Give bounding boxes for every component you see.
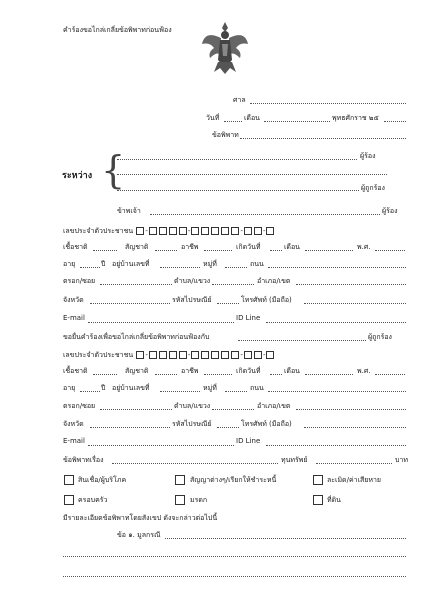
petitioner-name-field-2[interactable] [117,174,387,175]
petitioner-id-row[interactable]: เลขประจำตัวประชาชน - - - - [63,226,275,237]
respondent-month-label: เดือน [284,367,300,375]
respondent-role-label: ผู้ถูกร้อง [368,333,392,341]
court-field[interactable] [250,103,406,104]
petitioner-alley-label: ตรอก/ซอย [63,277,96,285]
petitioner-birthdate-label: เกิดวันที่ [236,243,261,251]
respondent-nationality-field[interactable] [155,374,177,375]
petitioner-fullname-field[interactable] [150,214,380,215]
respondent-subdistrict-label: ตำบล/แขวง [174,402,211,410]
petitioner-years-label: ปี [101,260,106,268]
petitioner-occupation-label: อาชีพ [181,243,199,251]
type-label-consumer: สินเชื่อ/ผู้บริโภค [78,476,127,484]
petitioner-district-label: อำเภอ/เขต [257,277,291,285]
dispute-subject-field[interactable] [112,463,278,464]
petitioner-nationality-label: สัญชาติ [125,243,149,251]
respondent-district-label: อำเภอ/เขต [257,402,291,410]
respondent-phone-label: โทรศัพท์ (มือถือ) [241,420,292,428]
petitioner-moo-label: หมู่ที่ [203,260,217,268]
petitioner-district-field[interactable] [296,284,406,285]
garuda-emblem-icon [200,18,250,76]
case-field[interactable] [240,138,406,139]
type-label-tort: ละเมิด/ค่าเสียหาย [327,476,381,484]
form-title: คำร้องขอไกล่เกลี่ยข้อพิพาทก่อนฟ้อง [63,26,172,34]
petitioner-year-label: พ.ศ. [357,243,371,251]
respondent-road-field[interactable] [268,391,406,392]
petitioner-email-label: E-mail [63,314,85,322]
petitioner-subdistrict-field[interactable] [212,284,254,285]
petitioner-house-label: อยู่บ้านเลขที่ [112,260,150,268]
petitioner-postcode-label: รหัสไปรษณีย์ [172,296,212,304]
respondent-email-label: E-mail [63,437,85,445]
type-checkbox-family[interactable] [64,495,74,505]
respondent-house-field[interactable] [160,391,200,392]
petitioner-race-field[interactable] [93,250,117,251]
petitioner-race-label: เชื้อชาติ [63,243,88,251]
case-label: ข้อพิพาท [212,131,239,139]
date-day-field[interactable] [224,121,242,122]
court-label: ศาล [233,96,246,104]
petitioner-month-field[interactable] [305,250,353,251]
respondent-phone-field[interactable] [304,427,406,428]
between-label: ระหว่าง [62,171,93,181]
petitioner-nationality-field[interactable] [155,250,177,251]
respondent-age-field[interactable] [80,391,100,392]
petitioner-postcode-field[interactable] [217,303,239,304]
respondent-province-label: จังหวัด [63,420,84,428]
respondent-fullname-field[interactable] [238,340,366,341]
petitioner-intro-label: ข้าพเจ้า [117,207,141,215]
petitioner-subdistrict-label: ตำบล/แขวง [174,277,211,285]
respondent-province-field[interactable] [90,427,170,428]
respondent-birthdate-label: เกิดวันที่ [236,367,261,375]
respondent-road-label: ถนน [250,384,264,392]
respondent-house-label: อยู่บ้านเลขที่ [112,384,150,392]
respondent-line-label: ID Line [236,437,261,445]
respondent-moo-label: หมู่ที่ [203,384,217,392]
petitioner-occupation-field[interactable] [204,250,232,251]
petitioner-line-field[interactable] [266,322,406,323]
respondent-line-field[interactable] [266,445,406,446]
respondent-district-field[interactable] [296,409,406,410]
dispute-amount-field[interactable] [316,463,392,464]
petitioner-road-label: ถนน [250,260,264,268]
dispute-amount-label: ทุนทรัพย์ [281,456,308,464]
type-label-contract: สัญญาต่างๆ/เรียกให้ชำระหนี้ [190,476,277,484]
respondent-moo-field[interactable] [225,391,247,392]
respondent-race-field[interactable] [93,374,117,375]
type-checkbox-consumer[interactable] [64,475,74,485]
petitioner-email-field[interactable] [88,322,234,323]
respondent-year-field[interactable] [375,374,405,375]
date-label: วันที่ [206,114,220,122]
respondent-age-label: อายุ [63,384,76,392]
respondent-years-label: ปี [101,384,106,392]
respondent-name-field[interactable] [117,190,359,191]
respondent-alley-label: ตรอก/ซอย [63,402,96,410]
respondent-subdistrict-field[interactable] [212,409,254,410]
respondent-intro-label: ขอยื่นคำร้องเพื่อขอไกล่เกลี่ยข้อพิพาทก่อนฟ้องกับ [63,333,210,341]
respondent-occupation-field[interactable] [204,374,232,375]
item1-field[interactable] [165,538,406,539]
petitioner-province-field[interactable] [90,303,170,304]
date-month-label: เดือน [244,114,260,122]
respondent-occupation-label: อาชีพ [181,367,199,375]
details-label: มีรายละเอียดข้อพิพาทโดยสังเขป ดังจะกล่าวต่อไปนี้ [63,514,218,522]
petitioner-age-label: อายุ [63,260,76,268]
details-line-1[interactable] [63,556,406,557]
petitioner-road-field[interactable] [268,267,406,268]
petitioner-house-field[interactable] [160,267,200,268]
type-checkbox-tort[interactable] [313,475,323,485]
petitioner-phone-label: โทรศัพท์ (มือถือ) [241,296,292,304]
respondent-alley-field[interactable] [100,409,172,410]
petitioner-alley-field[interactable] [100,284,172,285]
respondent-label: ผู้ถูกร้อง [361,184,385,192]
type-checkbox-inheritance[interactable] [175,495,185,505]
details-line-2[interactable] [63,576,406,577]
dispute-baht-label: บาท [395,456,408,464]
petitioner-age-field[interactable] [80,267,100,268]
petitioner-role-label: ผู้ร้อง [382,207,398,215]
date-year-label: พุทธศักราช ๒๕ [332,114,379,122]
petitioner-moo-field[interactable] [225,267,247,268]
petitioner-phone-field[interactable] [304,303,406,304]
respondent-month-field[interactable] [305,374,353,375]
respondent-nationality-label: สัญชาติ [125,367,149,375]
date-month-field[interactable] [264,121,330,122]
petitioner-line-label: ID Line [236,314,261,322]
type-label-family: ครอบครัว [78,496,108,504]
type-checkbox-land[interactable] [313,495,323,505]
petitioner-month-label: เดือน [284,243,300,251]
item1-label: ข้อ ๑. มูลกรณี [117,531,161,539]
respondent-postcode-label: รหัสไปรษณีย์ [172,420,212,428]
petitioner-name-field[interactable] [117,159,357,160]
petitioner-birthdate-field[interactable] [270,250,282,251]
respondent-id-row[interactable]: เลขประจำตัวประชาชน - - - - [63,350,275,361]
respondent-id-label: เลขประจำตัวประชาชน [63,351,134,359]
brace-icon: { [101,148,126,192]
petitioner-province-label: จังหวัด [63,296,84,304]
type-label-inheritance: มรดก [190,496,208,504]
petitioner-label: ผู้ร้อง [360,152,376,160]
respondent-email-field[interactable] [88,445,234,446]
date-year-field[interactable] [384,121,406,122]
respondent-birthdate-field[interactable] [270,374,282,375]
respondent-race-label: เชื้อชาติ [63,367,88,375]
petitioner-year-field[interactable] [375,250,405,251]
type-checkbox-contract[interactable] [175,475,185,485]
respondent-postcode-field[interactable] [217,427,239,428]
dispute-subject-label: ข้อพิพาทเรื่อง [63,456,104,464]
type-label-land: ที่ดิน [327,496,341,504]
respondent-year-label: พ.ศ. [357,367,371,375]
petitioner-id-label: เลขประจำตัวประชาชน [63,227,134,235]
